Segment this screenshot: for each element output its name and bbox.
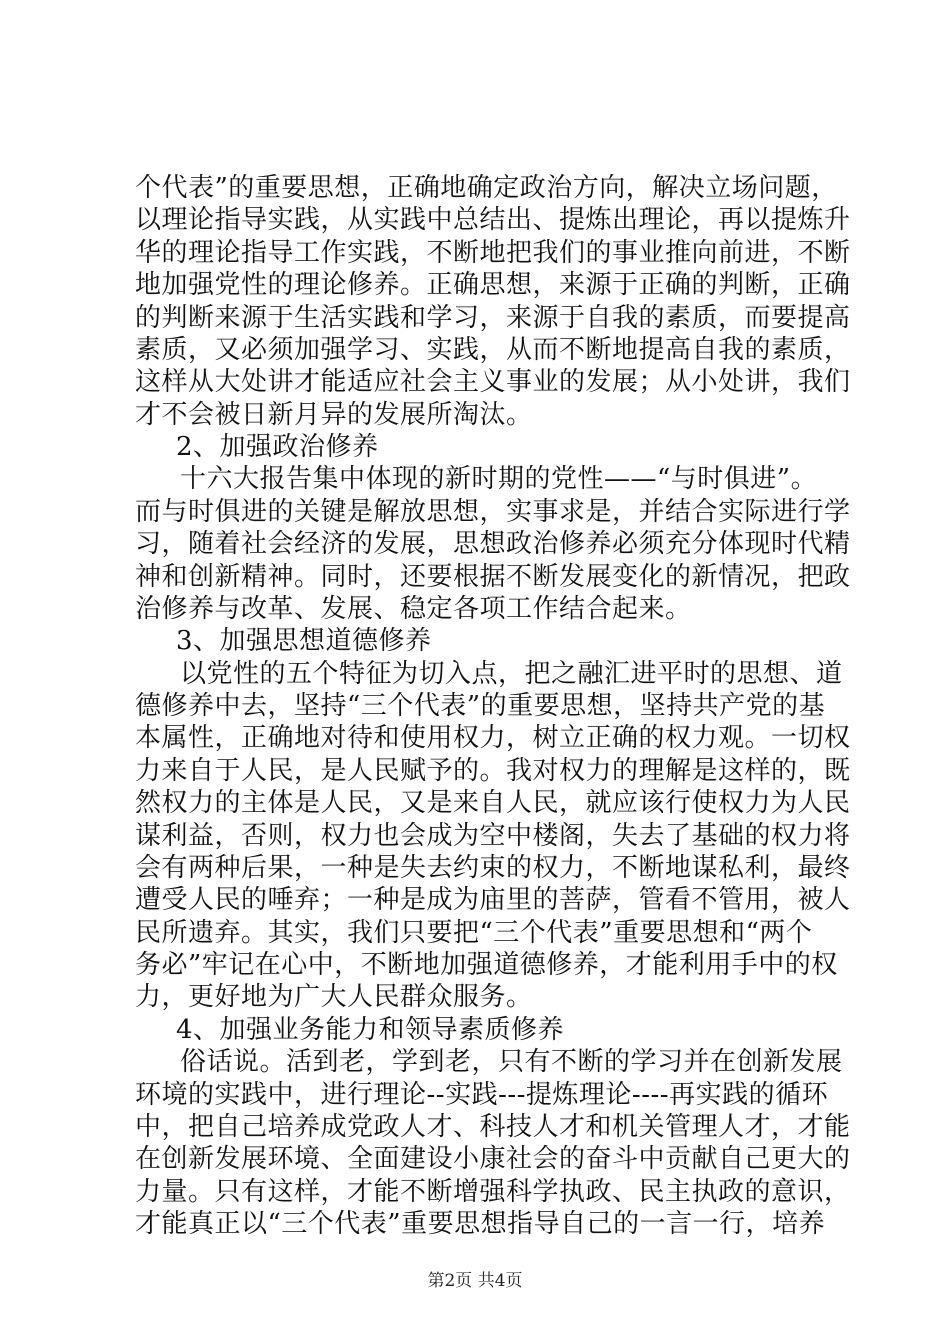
text-line: 谋利益，否则，权力也会成为空中楼阁，失去了基础的权力将 xyxy=(135,821,851,851)
text-line: 俗话说。活到老，学到老，只有不断的学习并在创新发展 xyxy=(180,1047,843,1077)
text-line: 习，随着社会经济的发展，思想政治修养必须充分体现时代精 xyxy=(135,529,851,559)
section-heading-4: 4、加强业务能力和领导素质修养 xyxy=(176,1015,565,1045)
text-line: 而与时俱进的关键是解放思想，实事求是，并结合实际进行学 xyxy=(135,497,851,527)
text-line: 的判断来源于生活实践和学习，来源于自我的素质，而要提高 xyxy=(135,303,851,333)
text-line: 本属性，正确地对待和使用权力，树立正确的权力观。一切权 xyxy=(135,723,851,753)
text-line: 这样从大处讲才能适应社会主义事业的发展；从小处讲，我们 xyxy=(135,367,851,397)
text-line: 个代表”的重要思想，正确地确定政治方向，解决立场问题， xyxy=(135,173,838,203)
text-line: 才不会被日新月异的发展所淘汰。 xyxy=(135,400,533,430)
text-line: 地加强党性的理论修养。正确思想，来源于正确的判断，正确 xyxy=(135,270,851,300)
text-line: 民所遗弃。其实，我们只要把“三个代表”重要思想和“两个 xyxy=(135,918,813,948)
text-line: 在创新发展环境、全面建设小康社会的奋斗中贡献自己更大的 xyxy=(135,1144,851,1174)
text-line: 然权力的主体是人民，又是来自人民，就应该行使权力为人民 xyxy=(135,788,851,818)
text-line: 遭受人民的唾弃；一种是成为庙里的菩萨，管看不管用，被人 xyxy=(135,885,851,915)
page-footer: 第2页 共4页 xyxy=(427,1271,523,1291)
text-line: 力来自于人民，是人民赋予的。我对权力的理解是这样的，既 xyxy=(135,756,851,786)
section-heading-2: 2、加强政治修养 xyxy=(176,432,379,462)
text-line: 华的理论指导工作实践，不断地把我们的事业推向前进，不断 xyxy=(135,238,851,268)
text-line: 会有两种后果，一种是失去约束的权力，不断地谋私利，最终 xyxy=(135,853,851,883)
text-line: 以理论指导实践，从实践中总结出、提炼出理论，再以提炼升 xyxy=(135,205,851,235)
text-line: 力量。只有这样，才能不断增强科学执政、民主执政的意识， xyxy=(135,1177,851,1207)
text-line: 十六大报告集中体现的新时期的党性——“与时俱进”。 xyxy=(180,464,818,494)
text-line: 素质，又必须加强学习、实践，从而不断地提高自我的素质， xyxy=(135,335,851,365)
text-line: 才能真正以“三个代表”重要思想指导自己的一言一行，培养 xyxy=(135,1209,826,1239)
text-line: 力，更好地为广大人民群众服务。 xyxy=(135,982,533,1012)
text-line: 治修养与改革、发展、稳定各项工作结合起来。 xyxy=(135,594,692,624)
text-line: 务必”牢记在心中，不断地加强道德修养，才能利用手中的权 xyxy=(135,950,838,980)
text-line: 中，把自己培养成党政人才、科技人才和机关管理人才，才能 xyxy=(135,1112,851,1142)
text-line: 以党性的五个特征为切入点，把之融汇进平时的思想、道 xyxy=(180,659,843,689)
text-line: 德修养中去，坚持“三个代表”的重要思想，坚持共产党的基 xyxy=(135,691,826,721)
text-line: 环境的实践中，进行理论--实践---提炼理论----再实践的循环 xyxy=(135,1080,829,1110)
section-heading-3: 3、加强思想道德修养 xyxy=(176,626,432,656)
text-line: 神和创新精神。同时，还要根据不断发展变化的新情况，把政 xyxy=(135,562,851,592)
